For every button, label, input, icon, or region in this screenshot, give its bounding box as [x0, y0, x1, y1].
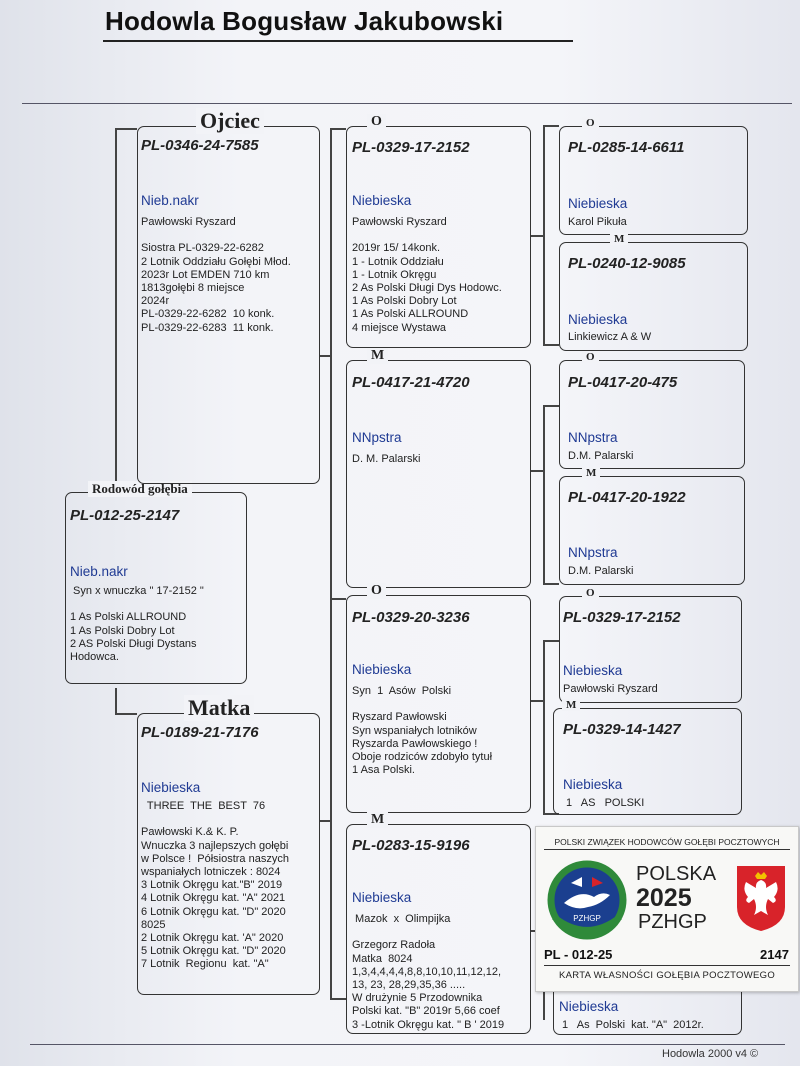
connector: [330, 128, 346, 130]
sticker-rule: [544, 965, 790, 966]
fff-notes: Karol Pikuła: [568, 216, 627, 228]
connector: [115, 128, 137, 130]
ring-number: 2147: [760, 947, 789, 962]
ring-number: PL-0283-15-9196: [352, 837, 470, 854]
pigeon-logo-icon: [544, 857, 630, 943]
footer-credit: Hodowla 2000 v4 ©: [662, 1048, 759, 1060]
connector: [115, 688, 117, 714]
connector: [543, 344, 559, 346]
connector: [543, 640, 559, 642]
pigeon-card: [65, 481, 247, 684]
color-label: Niebieska: [563, 777, 623, 792]
fmm-card: [559, 467, 745, 585]
fff-card: [559, 117, 748, 235]
ring-number: PL-0417-20-475: [568, 374, 678, 391]
father-notes: Pawłowski Ryszard Siostra PL-0329-22-6282 2 Lotnik Oddziału Gołębi Młod. 2023r Lot EMDEN 710 km 1813gołębi 8 miejsce 2024r PL-0329-22-6282 10 konk. PL-0329-22-6283 11 konk.: [141, 216, 291, 334]
pedigree-label: Rodowód gołębia: [88, 481, 192, 497]
ff-notes: Pawłowski Ryszard 2019r 15/ 14konk. 1 - Lotnik Oddziału 1 - Lotnik Okręgu 2 As Polski Długi Dys Hodowc. 1 As Polski Dobry Lot 1 As Polski ALLROUND 4 miejsce Wystawa: [352, 216, 502, 334]
connector: [531, 235, 543, 237]
ring-number: PL-0329-17-2152: [563, 609, 681, 626]
mf-notes: Syn 1 Asów Polski Ryszard Pawłowski Syn wspaniałych lotników Ryszarda Pawłowskiego ! Oboje rodziców zdobyło tytuł 1 Asa Polski.: [352, 685, 493, 777]
connector: [531, 700, 543, 702]
mother-father-card: [346, 583, 531, 813]
card-title: KARTA WŁASNOŚCI GOŁĘBIA POCZTOWEGO: [558, 970, 776, 981]
color-label: Niebieska: [568, 312, 628, 327]
color-label: Niebieska: [559, 999, 619, 1014]
sex-label: M: [367, 348, 388, 364]
ring-number: PL-0329-17-2152: [352, 139, 470, 156]
sex-label: O: [367, 583, 386, 599]
sex-label: O: [367, 114, 386, 130]
polish-eagle-emblem-icon: [734, 863, 788, 933]
sex-label: O: [582, 117, 599, 129]
sticker-rule: [544, 849, 790, 850]
connector: [115, 128, 117, 492]
connector: [115, 713, 137, 715]
mm-notes: Mazok x Olimpijka Grzegorz Radoła Matka 8024 1,3,4,4,4,4,8,8,10,10,11,12,12, 13, 23, 28,29,35,36 ..... W drużynie 5 Przodownika Polski kat. "B" 2019r 5,66 coef 3 -Lotnik Okręgu kat. " B ' 2019: [352, 913, 505, 1031]
color-label: Nieb.nakr: [141, 193, 199, 208]
ownership-card-sticker: [535, 826, 799, 992]
ring-number: PL-012-25-2147: [70, 507, 180, 524]
color-label: Niebieska: [563, 663, 623, 678]
color-label: Niebieska: [352, 662, 412, 677]
ring-number: PL-0329-20-3236: [352, 609, 470, 626]
mfm-notes: 1 AS POLSKI: [563, 797, 645, 809]
color-label: Nieb.nakr: [70, 564, 128, 579]
color-label: NNpstra: [568, 545, 618, 560]
sex-label: M: [562, 699, 580, 711]
connector: [531, 470, 543, 472]
ring-number: PL-0285-14-6611: [568, 139, 685, 156]
sex-label: O: [582, 351, 599, 363]
ffm-card: [559, 233, 748, 351]
ring-number: PL-0240-12-9085: [568, 255, 686, 272]
ring-number: PL-0189-21-7176: [141, 724, 259, 741]
color-label: NNpstra: [352, 430, 402, 445]
fmm-notes: D.M. Palarski: [568, 565, 634, 577]
bottom-divider: [30, 1044, 785, 1045]
season-year: 2025: [636, 884, 692, 912]
connector: [543, 640, 545, 815]
connector: [330, 598, 332, 1000]
connector: [330, 598, 346, 600]
father-father-card: [346, 114, 531, 348]
pigeon-notes: Syn x wnuczka " 17-2152 " 1 As Polski ALLROUND 1 As Polski Dobry Lot 2 AS Polski Długi Dystans Hodowca.: [70, 585, 204, 664]
ring-number: PL-0417-20-1922: [568, 489, 686, 506]
ring-prefix: PL - 012-25: [544, 947, 613, 962]
connector: [543, 125, 559, 127]
color-label: Niebieska: [568, 196, 628, 211]
connector: [543, 583, 559, 585]
ring-number: PL-0417-21-4720: [352, 374, 470, 391]
mff-card: [559, 587, 742, 703]
connector: [330, 998, 346, 1000]
connector: [543, 405, 545, 585]
sex-label: M: [610, 233, 628, 245]
color-label: Niebieska: [352, 193, 412, 208]
title-underline: [103, 40, 573, 42]
organisation-label: PZHGP: [638, 911, 707, 933]
father-card: [137, 108, 320, 484]
color-label: Niebieska: [141, 780, 201, 795]
sex-label: O: [582, 587, 599, 599]
logo-text: PZHGP: [573, 914, 601, 923]
mother-card: [137, 695, 320, 995]
page-title: Hodowla Bogusław Jakubowski: [105, 6, 504, 36]
mother-mother-card: [346, 812, 531, 1034]
country-label: POLSKA: [636, 863, 717, 885]
color-label: Niebieska: [352, 890, 412, 905]
ring-number: PL-0329-14-1427: [563, 721, 681, 738]
color-label: NNpstra: [568, 430, 618, 445]
union-name: POLSKI ZWIĄZEK HODOWCÓW GOŁĘBI POCZTOWYCH: [554, 837, 780, 847]
mff-notes: Pawłowski Ryszard: [563, 683, 658, 695]
connector: [330, 128, 332, 600]
father-mother-card: [346, 348, 531, 588]
fmf-card: [559, 351, 745, 469]
connector: [320, 820, 330, 822]
connector: [320, 355, 330, 357]
mother-notes: THREE THE BEST 76 Pawłowski K.& K. P. Wnuczka 3 najlepszych gołębi w Polsce ! Półsiostra naszych wspaniałych lotniczek : 8024 3 Lotnik Okręgu kat."B" 2019 4 Lotnik Okręgu kat. "A" 2021 6 Lotnik Okręgu kat. "D" 2020 8025 2 Lotnik Okręgu kat. 'A" 2020 5 Lotnik Okręgu kat. "D" 2020 7 Lotnik Regionu kat. "A": [141, 800, 289, 971]
mmm-notes: 1 As Polski kat. "A" 2012r.: [559, 1019, 704, 1031]
mfm-card: [553, 699, 742, 815]
top-divider: [22, 103, 792, 104]
connector: [543, 125, 545, 345]
father-label: Ojciec: [196, 108, 264, 134]
connector: [543, 405, 559, 407]
ring-number: PL-0346-24-7585: [141, 137, 259, 154]
fm-notes: D. M. Palarski: [352, 453, 421, 465]
fmf-notes: D.M. Palarski: [568, 450, 634, 462]
mother-label: Matka: [184, 695, 254, 721]
sex-label: M: [367, 812, 388, 828]
ffm-notes: Linkiewicz A & W: [568, 331, 652, 343]
sex-label: M: [582, 467, 600, 479]
